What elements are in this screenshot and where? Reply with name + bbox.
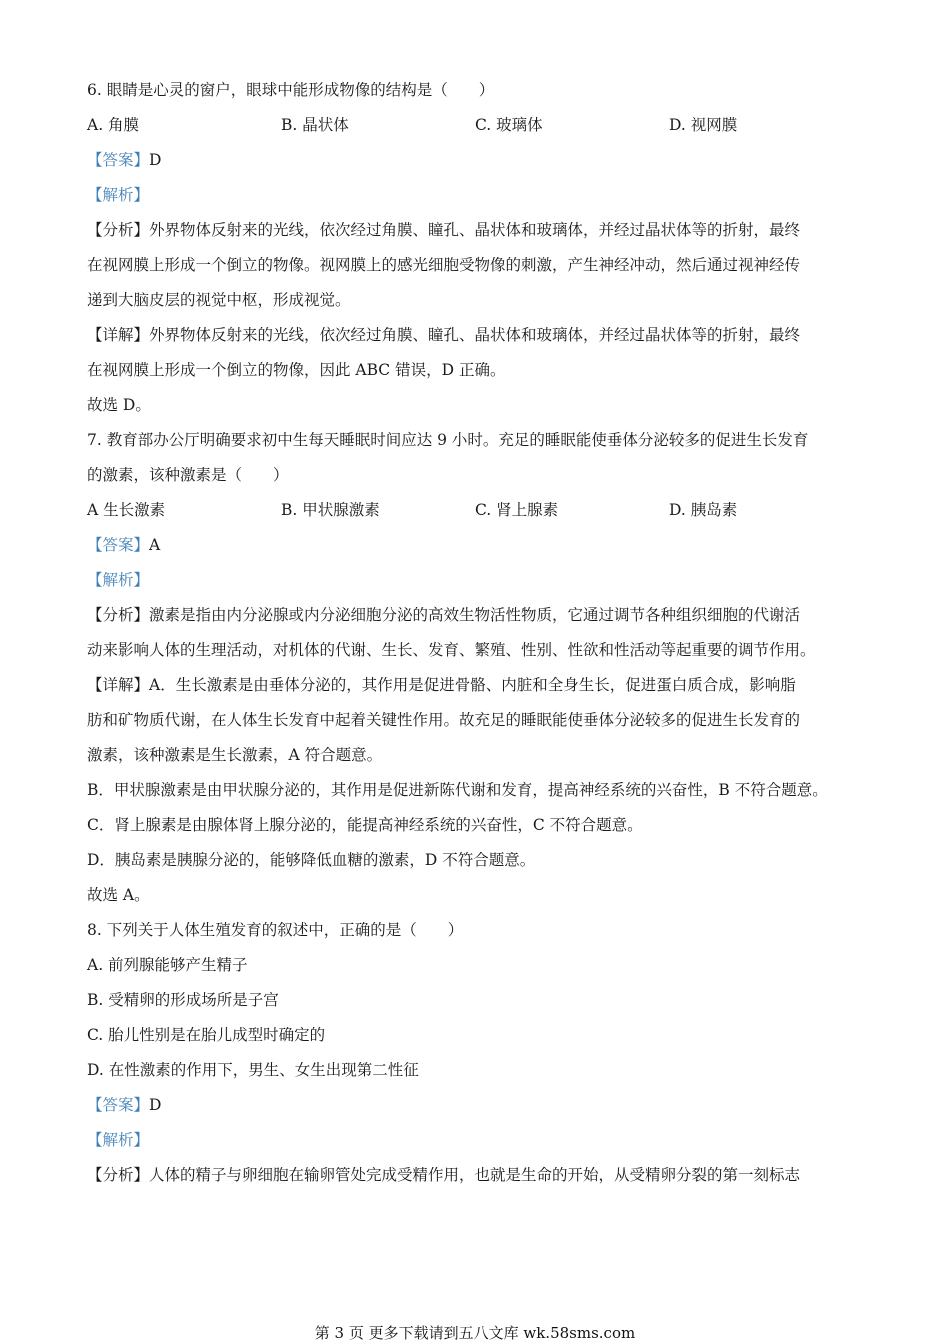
q7-option-c: C. 肾上腺素	[475, 501, 559, 519]
q6-option-a: A. 角膜	[87, 116, 140, 134]
q8-answer-value: D	[149, 1096, 162, 1114]
answer-tag: 【答案】	[87, 1096, 150, 1114]
q7-xiangjie-1	[87, 673, 867, 697]
q7-xiangjie-text-1: A．生长激素是由垂体分泌的，其作用是促进骨骼、内脏和全身生长，促进蛋白质合成，影响脂	[149, 676, 796, 694]
q7-option-b: B. 甲状腺激素	[281, 501, 380, 519]
q6-analysis-tag: 【解析】	[87, 186, 150, 204]
q6-option-d: D. 视网膜	[669, 116, 738, 134]
q7-xiangjie-2: 肪和矿物质代谢，在人体生长发育中起着关键性作用。故充足的睡眠能使垂体分泌较多的促进生长发育的	[87, 711, 801, 729]
q6-answer-value: D	[149, 151, 162, 169]
q7-explain-b: B．甲状腺激素是由甲状腺分泌的，其作用是促进新陈代谢和发育，提高神经系统的兴奋性，B 不符合题意。	[87, 781, 828, 799]
q6-fenxi-1	[87, 218, 867, 242]
answer-tag: 【答案】	[87, 151, 150, 169]
q7-fenxi-text-1: 激素是指由内分泌腺或内分泌细胞分泌的高效生物活性物质，它通过调节各种组织细胞的代谢活	[149, 606, 801, 624]
q7-option-d: D. 胰岛素	[669, 501, 738, 519]
q6-fenxi-2: 在视网膜上形成一个倒立的物像。视网膜上的感光细胞受物像的刺激，产生神经冲动，然后通过视神经传	[87, 256, 801, 274]
page-footer: 第 3 页 更多下载请到五八文库 wk.58sms.com	[314, 1324, 636, 1342]
q6-option-b: B. 晶状体	[281, 116, 349, 134]
answer-tag: 【答案】	[87, 536, 150, 554]
q8-fenxi-text-1: 人体的精子与卵细胞在输卵管处完成受精作用，也就是生命的开始，从受精卵分裂的第一刻标志	[149, 1166, 801, 1184]
q8-option-a: A. 前列腺能够产生精子	[87, 956, 248, 974]
fenxi-tag: 【分析】	[87, 221, 150, 239]
q7-fenxi-1	[87, 603, 867, 627]
q6-answer	[87, 148, 867, 172]
q7-analysis-tag: 【解析】	[87, 571, 150, 589]
q6-xiangjie-2: 在视网膜上形成一个倒立的物像，因此 ABC 错误，D 正确。	[87, 361, 506, 379]
xiangjie-tag: 【详解】	[87, 676, 150, 694]
q7-stem-2: 的激素，该种激素是（ ）	[87, 466, 289, 484]
q6-xiangjie-text-1: 外界物体反射来的光线，依次经过角膜、瞳孔、晶状体和玻璃体，并经过晶状体等的折射，最终	[149, 326, 801, 344]
fenxi-tag: 【分析】	[87, 1166, 150, 1184]
q8-option-b: B. 受精卵的形成场所是子宫	[87, 991, 279, 1009]
document-page	[87, 78, 867, 1187]
q6-option-c: C. 玻璃体	[475, 116, 543, 134]
q6-fenxi-3: 递到大脑皮层的视觉中枢，形成视觉。	[87, 291, 351, 309]
q6-fenxi-text-1: 外界物体反射来的光线，依次经过角膜、瞳孔、晶状体和玻璃体，并经过晶状体等的折射，最终	[149, 221, 801, 239]
q7-explain-d: D．胰岛素是胰腺分泌的，能够降低血糖的激素，D 不符合题意。	[87, 851, 536, 869]
q6-stem: 6. 眼睛是心灵的窗户，眼球中能形成物像的结构是（ ）	[87, 81, 495, 99]
q7-conclusion: 故选 A。	[87, 886, 150, 904]
q7-xiangjie-3: 激素，该种激素是生长激素，A 符合题意。	[87, 746, 383, 764]
q7-stem-1: 7. 教育部办公厅明确要求初中生每天睡眠时间应达 9 小时。充足的睡眠能使垂体分泌较多的促进生长发育	[87, 431, 809, 449]
q7-option-a: A 生长激素	[87, 501, 166, 519]
q7-answer-value: A	[149, 536, 161, 554]
xiangjie-tag: 【详解】	[87, 326, 150, 344]
q6-xiangjie-1	[87, 323, 867, 347]
q7-options	[87, 498, 867, 522]
fenxi-tag: 【分析】	[87, 606, 150, 624]
q6-options	[87, 113, 867, 137]
q7-explain-c: C．肾上腺素是由腺体肾上腺分泌的，能提高神经系统的兴奋性，C 不符合题意。	[87, 816, 643, 834]
q8-option-d: D. 在性激素的作用下，男生、女生出现第二性征	[87, 1061, 419, 1079]
q6-conclusion: 故选 D。	[87, 396, 151, 414]
q8-stem: 8. 下列关于人体生殖发育的叙述中，正确的是（ ）	[87, 921, 464, 939]
q8-analysis-tag: 【解析】	[87, 1131, 150, 1149]
q8-option-c: C. 胎儿性别是在胎儿成型时确定的	[87, 1026, 326, 1044]
q8-fenxi-1	[87, 1163, 867, 1187]
q7-fenxi-2: 动来影响人体的生理活动，对机体的代谢、生长、发育、繁殖、性别、性欲和性活动等起重要的调节作用。	[87, 641, 816, 659]
q8-answer	[87, 1093, 867, 1117]
q7-answer	[87, 533, 867, 557]
